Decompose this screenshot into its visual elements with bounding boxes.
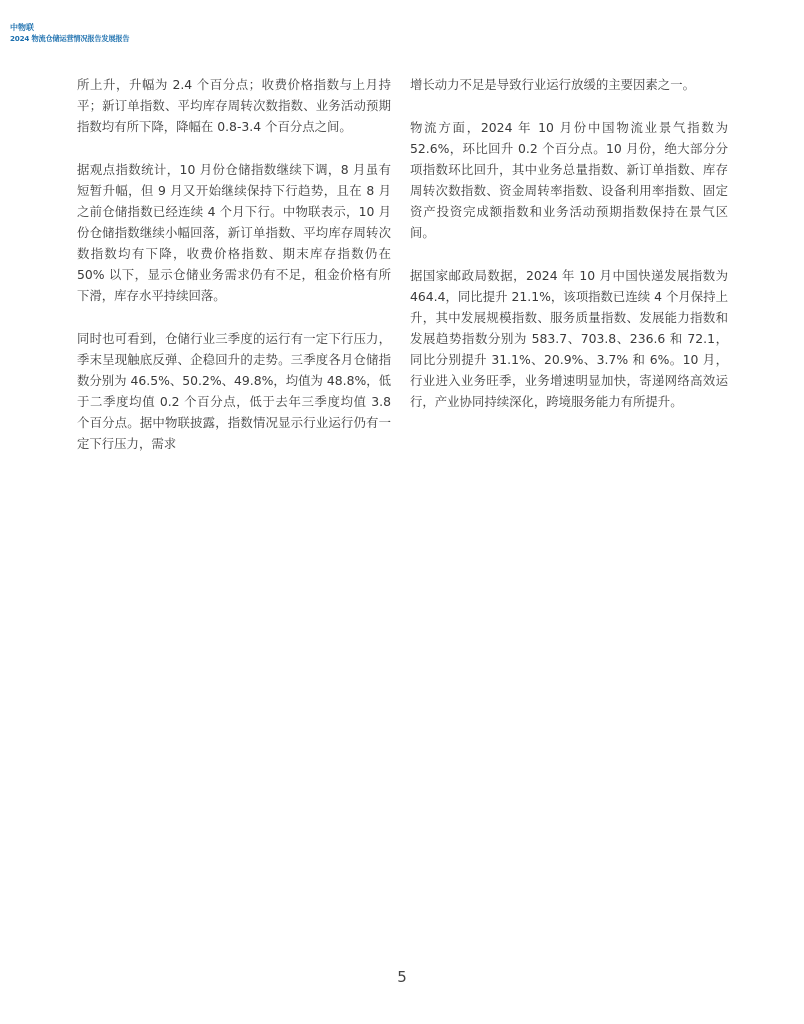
paragraph: 据国家邮政局数据，2024 年 10 月中国快递发展指数为 464.4，同比提升 21.1%，该项指数已连续 4 个月保持上升，其中发展规模指数、服务质量指数、发展能力指数和发展趋势指数分别为 583.7、703.8、236.6 和 72.1，同比分别提升 31.1%、20.9%、3.7% 和 6%。10 月，行业进入业务旺季，业务增速明显加快，寄递网络高效运行，产业协同持续深化，跨境服务能力有所提升。: [410, 268, 728, 409]
paragraph: 同时也可看到，仓储行业三季度的运行有一定下行压力，季末呈现触底反弹、企稳回升的走势。三季度各月仓储指数分别为 46.5%、50.2%、49.8%，均值为 48.8%，低于二季度均值 0.2 个百分点，低于去年三季度均值 3.8 个百分点。据中物联披露，指数情况显示行业运行仍有一定下行压力，需求: [77, 331, 392, 451]
paragraph: 增长动力不足是导致行业运行放缓的主要因素之一。: [410, 77, 695, 92]
running-header: [10, 22, 129, 44]
paragraph: 所上升，升幅为 2.4 个百分点；收费价格指数与上月持平；新订单指数、平均库存周转次数指数、业务活动预期指数均有所下降，降幅在 0.8-3.4 个百分点之间。: [77, 77, 391, 134]
paragraph: 据观点指数统计，10 月份仓储指数继续下调，8 月虽有短暂升幅，但 9 月又开始继续保持下行趋势，且在 8 月之前仓储指数已经连续 4 个月下行。中物联表示，10 月份仓储指数继续小幅回落，新订单指数、平均库存周转次数指数均有下降，收费价格指数、期末库存指数仍在 50% 以下，显示仓储业务需求仍有不足，租金价格有所下滑，库存水平持续回落。: [77, 162, 391, 303]
left-column: [77, 74, 391, 476]
header-brand: 中物联: [10, 23, 34, 32]
header-report-title: 2024 物流仓储运营情况报告发展报告: [10, 34, 130, 43]
paragraph: 物流方面，2024 年 10 月份中国物流业景气指数为 52.6%，环比回升 0.2 个百分点。10 月份，绝大部分分项指数环比回升，其中业务总量指数、新订单指数、库存周转次数指数、资金周转率指数、设备利用率指数、固定资产投资完成额指数和业务活动预期指数保持在景气区间。: [410, 120, 728, 240]
page-number: 5: [397, 968, 407, 986]
right-column: [410, 74, 728, 434]
